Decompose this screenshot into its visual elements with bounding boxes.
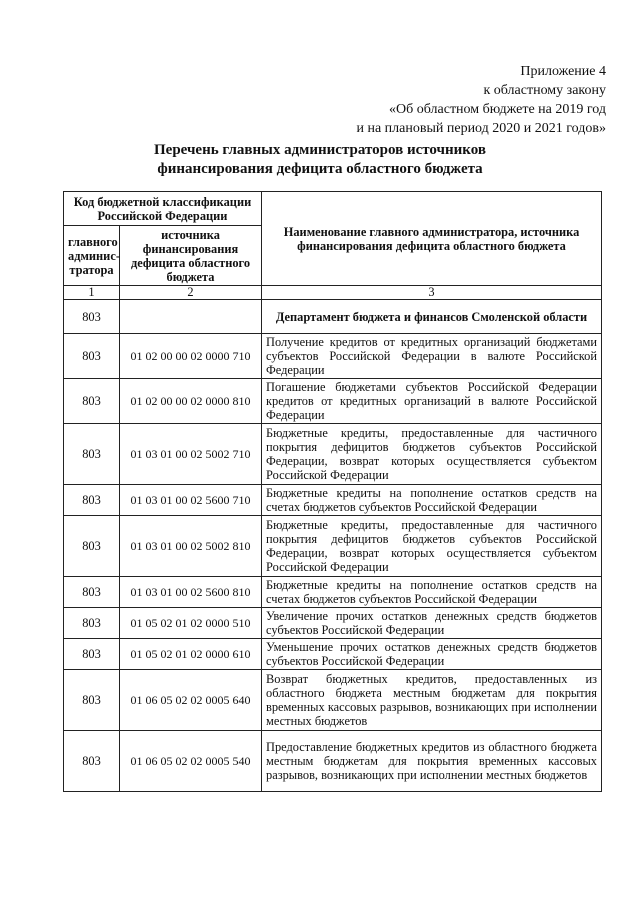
admin-code-cell: 803 xyxy=(64,577,120,608)
source-name-cell: Уменьшение прочих остатков денежных средств бюджетов субъектов Российской Федерации xyxy=(262,639,602,670)
admin-code-cell: 803 xyxy=(64,485,120,516)
appendix-line-2: к областному закону xyxy=(483,83,606,98)
source-code-cell: 01 05 02 01 02 0000 510 xyxy=(120,608,262,639)
table-row xyxy=(64,639,602,670)
source-name-cell: Возврат бюджетных кредитов, предоставленных из областного бюджета местным бюджетам для покрытия временных кассовых разрывов, возникающих при исполнении местных бюджетов xyxy=(262,670,602,731)
source-name-cell: Бюджетные кредиты, предоставленные для частичного покрытия дефицитов бюджетов субъектов Российской Федерации, возврат которых осуществляется субъектом Российской Федерации xyxy=(262,516,602,577)
admin-code-cell: 803 xyxy=(64,300,120,334)
column-index: 3 xyxy=(262,286,602,300)
source-code-cell: 01 05 02 01 02 0000 610 xyxy=(120,639,262,670)
source-code-cell: 01 03 01 00 02 5002 710 xyxy=(120,424,262,485)
name-header: Наименование главного администратора, источника финансирования дефицита областного бюджета xyxy=(262,192,602,286)
source-name-cell: Бюджетные кредиты на пополнение остатков средств на счетах бюджетов субъектов Российской Федерации xyxy=(262,485,602,516)
source-name-cell: Увеличение прочих остатков денежных средств бюджетов субъектов Российской Федерации xyxy=(262,608,602,639)
source-name-cell: Получение кредитов от кредитных организаций бюджетами субъектов Российской Федерации в валюте Российской Федерации xyxy=(262,334,602,379)
admin-code-header: главного админис-тратора xyxy=(64,226,120,286)
table-row xyxy=(64,300,602,334)
admin-code-cell: 803 xyxy=(64,334,120,379)
table-row xyxy=(64,334,602,379)
source-code-header: источника финансирования дефицита областного бюджета xyxy=(120,226,262,286)
administrators-table xyxy=(63,191,602,792)
source-code-cell xyxy=(120,300,262,334)
source-name-cell: Бюджетные кредиты на пополнение остатков средств на счетах бюджетов субъектов Российской Федерации xyxy=(262,577,602,608)
source-code-cell: 01 03 01 00 02 5600 710 xyxy=(120,485,262,516)
admin-code-cell: 803 xyxy=(64,516,120,577)
source-name-cell: Бюджетные кредиты, предоставленные для частичного покрытия дефицитов бюджетов субъектов Российской Федерации, возврат которых осуществляется субъектом Российской Федерации xyxy=(262,424,602,485)
admin-code-cell: 803 xyxy=(64,639,120,670)
table-row xyxy=(64,485,602,516)
table-row xyxy=(64,731,602,792)
column-index-row xyxy=(64,286,602,300)
table-row xyxy=(64,608,602,639)
admin-code-cell: 803 xyxy=(64,379,120,424)
table-row xyxy=(64,424,602,485)
title-line-2: финансирования дефицита областного бюджета xyxy=(157,161,483,177)
appendix-line-1: Приложение 4 xyxy=(520,64,606,79)
admin-code-cell: 803 xyxy=(64,608,120,639)
department-name-cell: Департамент бюджета и финансов Смоленской области xyxy=(262,300,602,334)
appendix-line-4: и на плановый период 2020 и 2021 годов» xyxy=(356,121,606,136)
admin-code-cell: 803 xyxy=(64,731,120,792)
table-row xyxy=(64,516,602,577)
source-name-cell: Погашение бюджетами субъектов Российской Федерации кредитов от кредитных организаций в валюте Российской Федерации xyxy=(262,379,602,424)
appendix-header xyxy=(356,62,606,138)
appendix-line-3: «Об областном бюджете на 2019 год xyxy=(389,102,606,117)
admin-code-cell: 803 xyxy=(64,670,120,731)
source-code-cell: 01 06 05 02 02 0005 640 xyxy=(120,670,262,731)
document-title xyxy=(0,141,640,179)
kbk-header: Код бюджетной классификации Российской Федерации xyxy=(64,192,262,226)
source-code-cell: 01 02 00 00 02 0000 810 xyxy=(120,379,262,424)
admin-code-cell: 803 xyxy=(64,424,120,485)
source-code-cell: 01 06 05 02 02 0005 540 xyxy=(120,731,262,792)
source-code-cell: 01 03 01 00 02 5600 810 xyxy=(120,577,262,608)
source-name-cell: Предоставление бюджетных кредитов из областного бюджета местным бюджетам для покрытия временных кассовых разрывов, возникающих при исполнении местных бюджетов xyxy=(262,731,602,792)
column-index: 1 xyxy=(64,286,120,300)
title-line-1: Перечень главных администраторов источников xyxy=(154,142,486,158)
table-row xyxy=(64,577,602,608)
table-row xyxy=(64,379,602,424)
column-index: 2 xyxy=(120,286,262,300)
table-row xyxy=(64,670,602,731)
source-code-cell: 01 03 01 00 02 5002 810 xyxy=(120,516,262,577)
source-code-cell: 01 02 00 00 02 0000 710 xyxy=(120,334,262,379)
